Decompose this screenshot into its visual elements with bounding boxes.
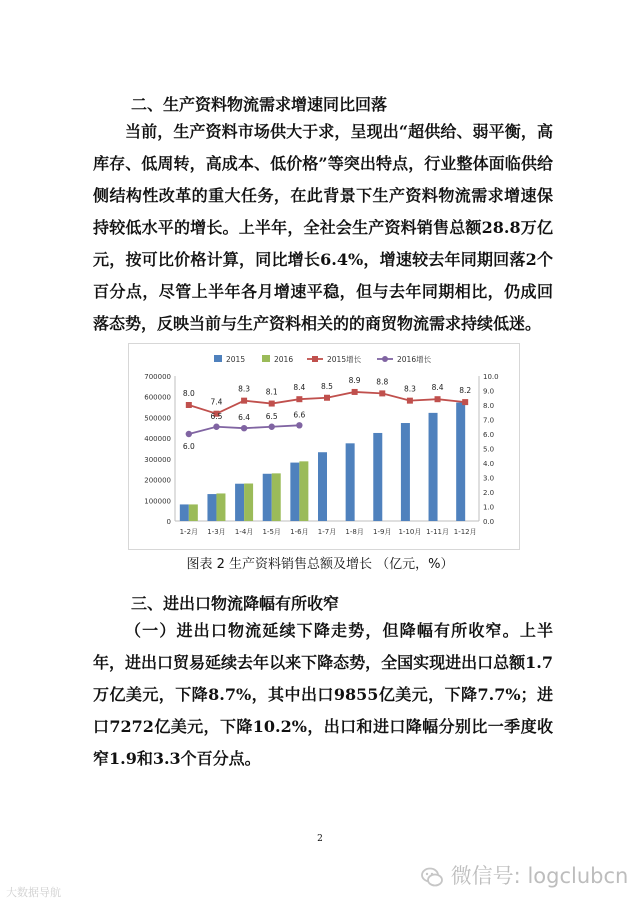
bar-2016 [299,461,308,521]
bar-2015 [263,474,272,521]
x-tick-label: 1-5月 [262,528,281,536]
point-2016增长 [269,424,275,430]
y2-tick-label: 1.0 [483,503,495,512]
data-label: 6.0 [182,442,195,451]
sales-chart [128,343,520,550]
bar-2015 [318,452,327,521]
data-label: 6.6 [293,410,306,420]
point-2016增长 [213,424,219,430]
point-2015增长 [379,390,385,396]
wechat-icon [420,866,444,888]
y2-tick-label: 9.0 [483,387,495,396]
bar-2015 [346,443,355,521]
y2-tick-label: 6.0 [483,431,495,439]
x-tick-label: 1-9月 [373,528,392,536]
legend-swatch [214,355,222,362]
bar-2015 [373,433,382,521]
y-tick-label: 100000 [144,497,171,506]
legend-label: 2016增长 [397,355,432,364]
bar-2015 [235,484,244,521]
y2-tick-label: 5.0 [483,445,495,454]
bar-2015 [180,504,189,521]
section3-heading: 三、进出口物流降幅有所收窄 [131,594,340,613]
bar-2015 [207,494,216,521]
point-2016增长 [186,431,192,437]
point-2015增长 [462,399,468,405]
section2-paragraph: 当前，生产资料市场供大于求，呈现出“超供给、弱平衡，高库存、低周转，高成本、低价格”等突出特点，行业整体面临供给侧结构性改革的重大任务，在此背景下生产资料物流需求增速保持较低水平的增长。上半年，全社会生产资料销售总额28.8万亿元，按可比价格计算，同比增长6.4%，增速较去年同期回落2个百分点，尽管上半年各月增速平稳，但与去年同期相比，仍成回落态势，反映当前与生产资料相关的的商贸物流需求持续低迷。 [93,122,553,333]
bar-2016 [272,473,281,521]
y-tick-label: 300000 [144,455,171,464]
data-label: 8.4 [293,383,306,393]
y2-tick-label: 7.0 [483,416,495,425]
bar-2015 [290,463,299,521]
y2-tick-label: 10.0 [483,373,499,381]
y-tick-label: 400000 [144,435,171,444]
section3-paragraph: （一）进出口物流延续下降走势，但降幅有所收窄。上半年，进出口贸易延续去年以来下降态势，全国实现进出口总额1.7万亿美元，下降8.7%，其中出口9855亿美元，下降7.7%；进口7272亿美元，下降10.2%，出口和进口降幅分别比一季度收窄1.9和3.3个百分点。 [93,621,553,768]
data-label: 6.5 [265,411,278,421]
y-tick-label: 500000 [144,414,171,423]
x-tick-label: 1-8月 [345,528,364,536]
data-label: 8.2 [459,386,472,396]
y2-tick-label: 0.0 [483,518,495,526]
data-label: 6.5 [210,411,223,421]
legend-marker [312,356,318,362]
page-number: 2 [317,834,323,844]
wechat-id: 微信号: logclubcn [450,864,629,888]
x-tick-label: 1-6月 [290,528,309,536]
point-2016增长 [241,425,247,431]
corner-watermark: 大数据导航 [6,886,61,899]
point-2015增长 [324,395,330,401]
point-2015增长 [186,402,192,408]
point-2015增长 [407,398,413,404]
point-2015增长 [352,389,358,395]
y-tick-label: 600000 [144,393,171,402]
data-label: 8.9 [348,375,361,385]
x-tick-label: 1-2月 [179,528,199,536]
x-tick-label: 1-11月 [426,528,449,536]
y2-tick-label: 3.0 [483,474,495,483]
x-tick-label: 1-7月 [317,528,337,536]
y-tick-label: 0 [166,518,171,526]
legend-label: 2015增长 [327,355,362,364]
bar-2015 [401,423,410,521]
legend-label: 2015 [226,355,246,364]
data-label: 7.4 [210,397,223,407]
bar-2016 [244,484,253,521]
bar-2015 [429,413,438,521]
point-2015增长 [296,396,302,402]
bar-2015 [456,403,465,521]
data-label: 8.3 [403,384,416,394]
point-2015增长 [435,396,441,402]
chart-canvas [129,344,519,549]
point-2016增长 [296,422,302,428]
wechat-watermark [420,860,628,890]
data-label: 8.4 [431,383,444,393]
y2-tick-label: 2.0 [483,489,495,497]
x-tick-label: 1-3月 [207,528,226,536]
x-tick-label: 1-4月 [234,528,254,536]
data-label: 8.5 [321,381,333,391]
y2-tick-label: 8.0 [483,402,495,410]
data-label: 8.0 [182,389,195,398]
x-tick-label: 1-10月 [398,528,422,536]
y-tick-label: 200000 [144,476,171,485]
point-2015增长 [241,398,247,404]
legend-swatch [262,355,270,362]
bar-2016 [216,493,225,521]
legend-label: 2016 [274,355,294,364]
data-label: 8.8 [376,377,389,387]
bar-2016 [189,504,198,521]
x-tick-label: 1-12月 [453,528,477,536]
section2-heading: 二、生产资料物流需求增速同比回落 [131,95,388,114]
data-label: 8.3 [238,384,251,394]
chart-caption: 图表 2 生产资料销售总额及增长 （亿元，%） [186,557,454,572]
point-2015增长 [269,401,275,407]
y2-tick-label: 4.0 [483,460,495,468]
data-label: 6.4 [238,413,251,423]
legend-marker [382,356,388,362]
y-tick-label: 700000 [144,373,171,381]
data-label: 8.1 [265,387,278,397]
